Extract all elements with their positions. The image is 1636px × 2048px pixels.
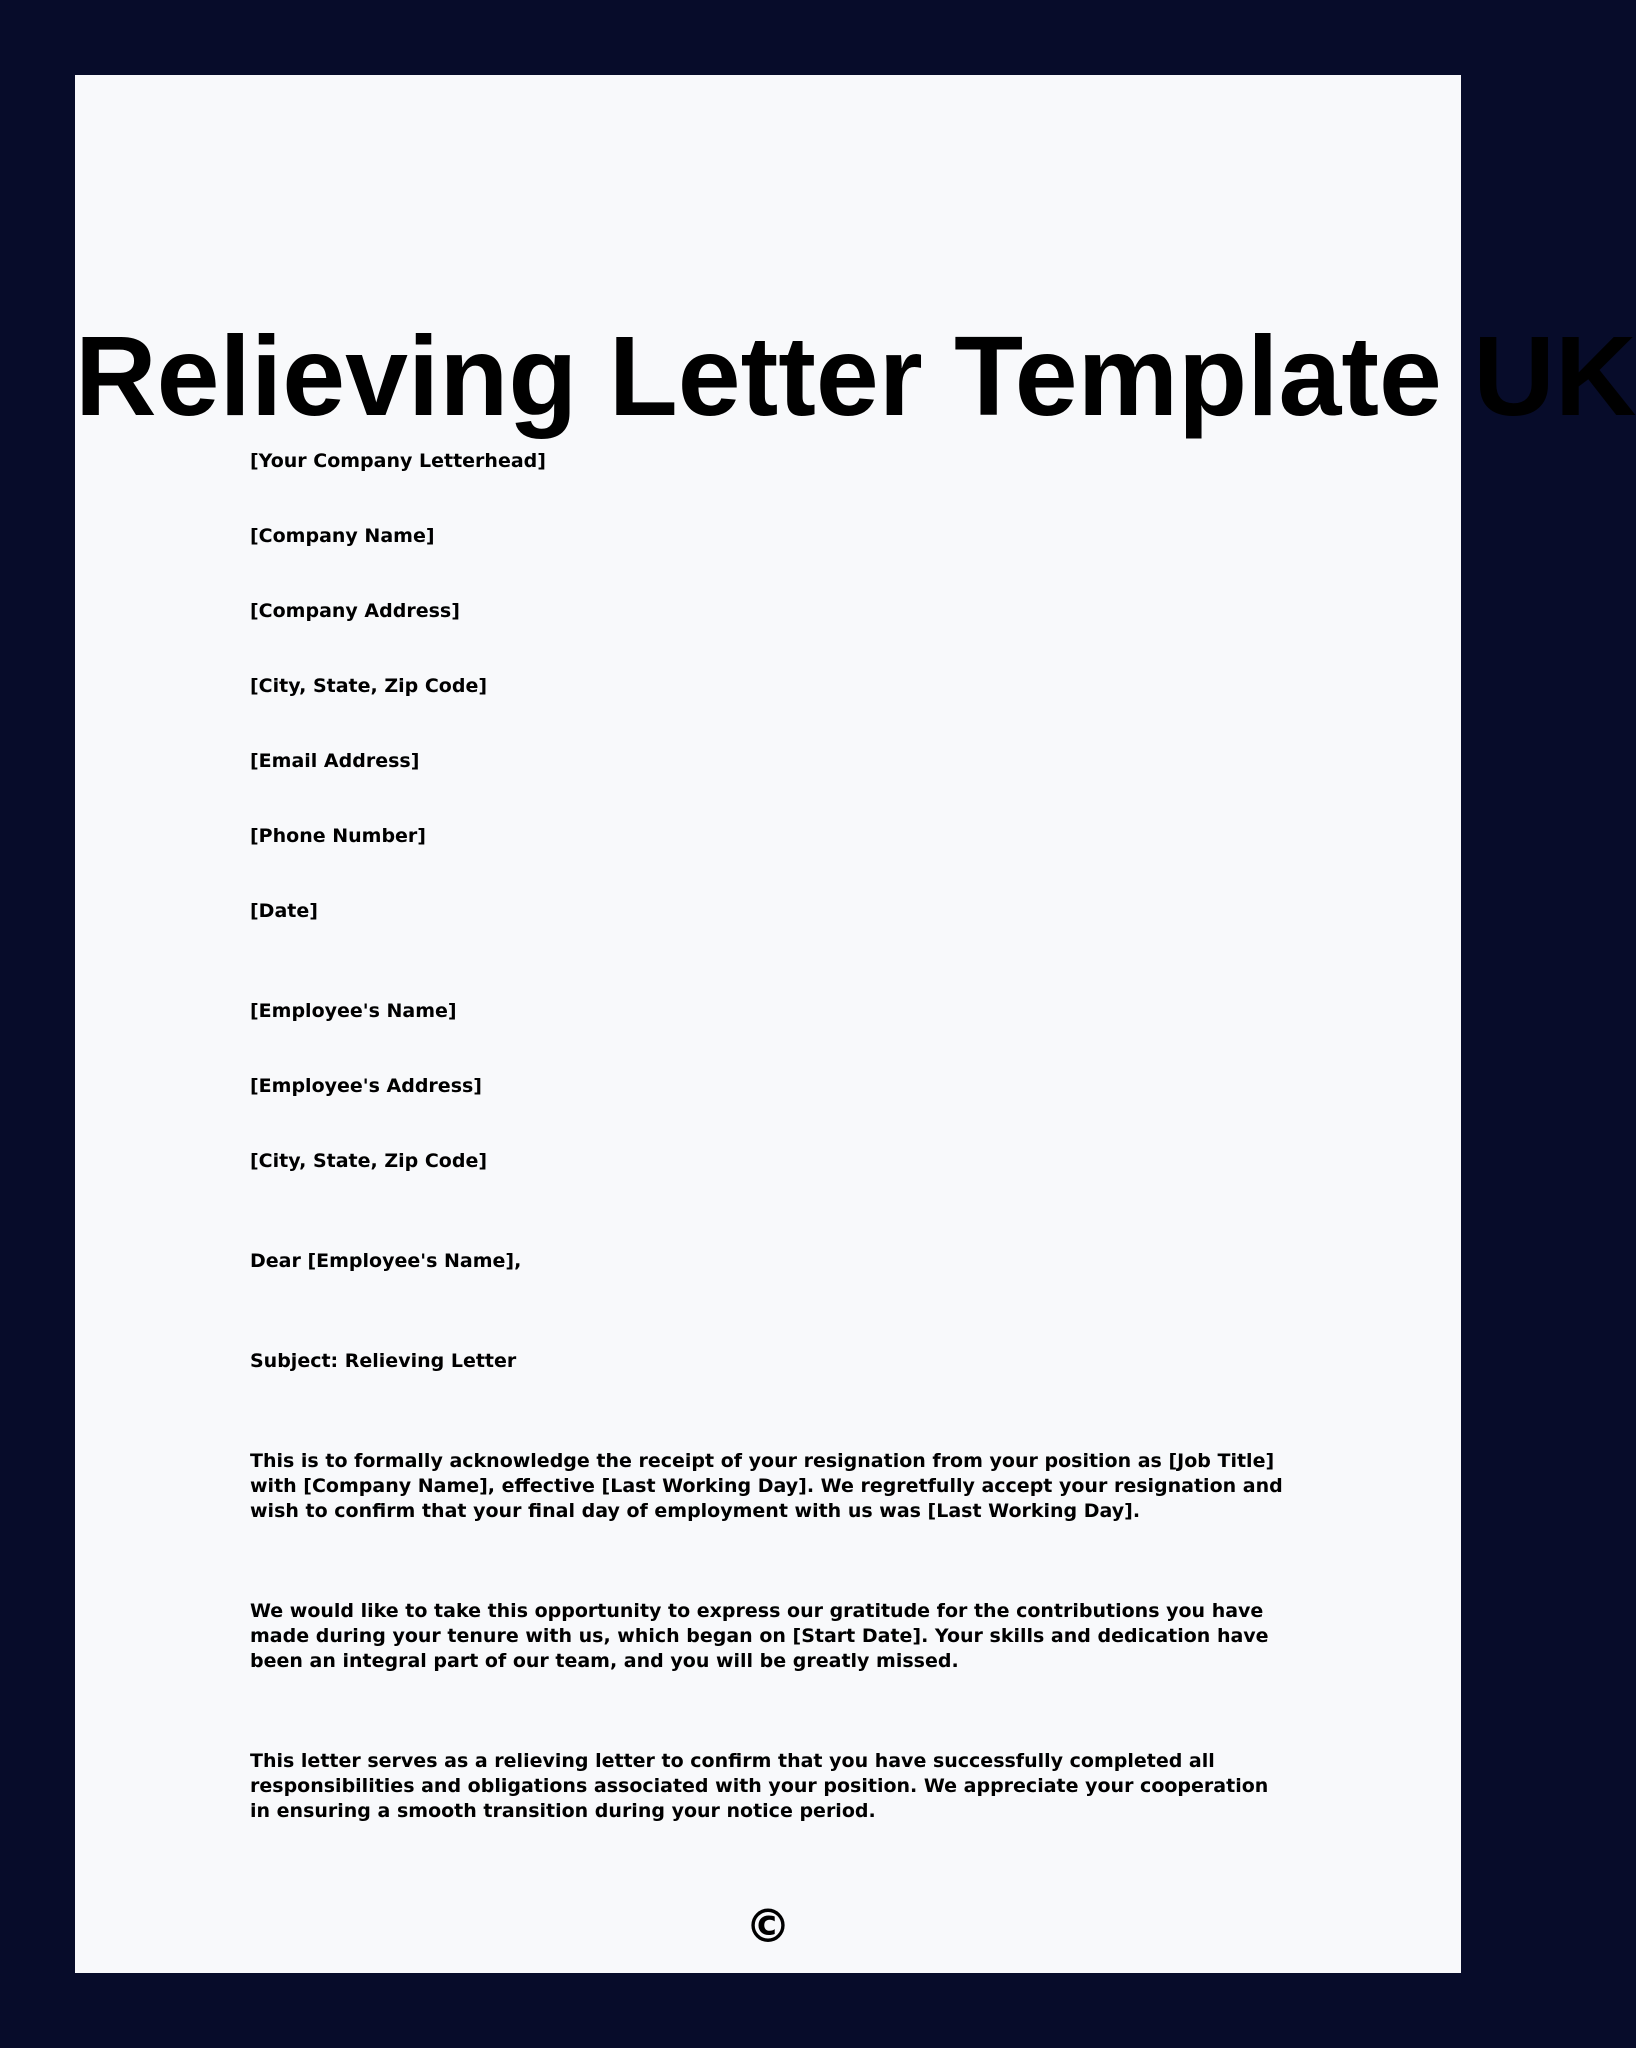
sender-company-address: [Company Address] [250, 600, 460, 622]
copyright-icon: © [745, 1899, 791, 1953]
body-paragraph: We would like to take this opportunity to express our gratitude for the contributions you have made during your tenure with us, which began on [Start Date]. Your skills and dedication have been an integral part of our team, and you will be greatly missed. [250, 1600, 1269, 1672]
document-page [75, 75, 1636, 1973]
sender-phone: [Phone Number] [250, 825, 426, 847]
sender-letterhead: [Your Company Letterhead] [250, 450, 546, 472]
body-paragraph: This is to formally acknowledge the receipt of your resignation from your position as [Job Title] with [Company Name], effective [Last Working Day]. We regretfully accept your resignation and wish to confirm that your final day of employment with us was [Last Working Day]. [250, 1450, 1283, 1522]
recipient-address: [Employee's Address] [250, 1075, 482, 1097]
page-title: Relieving Letter Template UK [75, 313, 1636, 439]
recipient-name: [Employee's Name] [250, 1000, 457, 1022]
letter-subject: Subject: Relieving Letter [250, 1350, 517, 1372]
sender-company-name: [Company Name] [250, 525, 435, 547]
sender-city-state-zip: [City, State, Zip Code] [250, 675, 488, 697]
salutation: Dear [Employee's Name], [250, 1250, 522, 1272]
sender-email: [Email Address] [250, 750, 420, 772]
recipient-city-state-zip: [City, State, Zip Code] [250, 1150, 488, 1172]
letter-date: [Date] [250, 900, 318, 922]
body-paragraph: This letter serves as a relieving letter to confirm that you have successfully completed all responsibilities and obligations associated with your position. We appreciate your cooperation in ensuring a smooth transition during your notice period. [250, 1750, 1269, 1822]
